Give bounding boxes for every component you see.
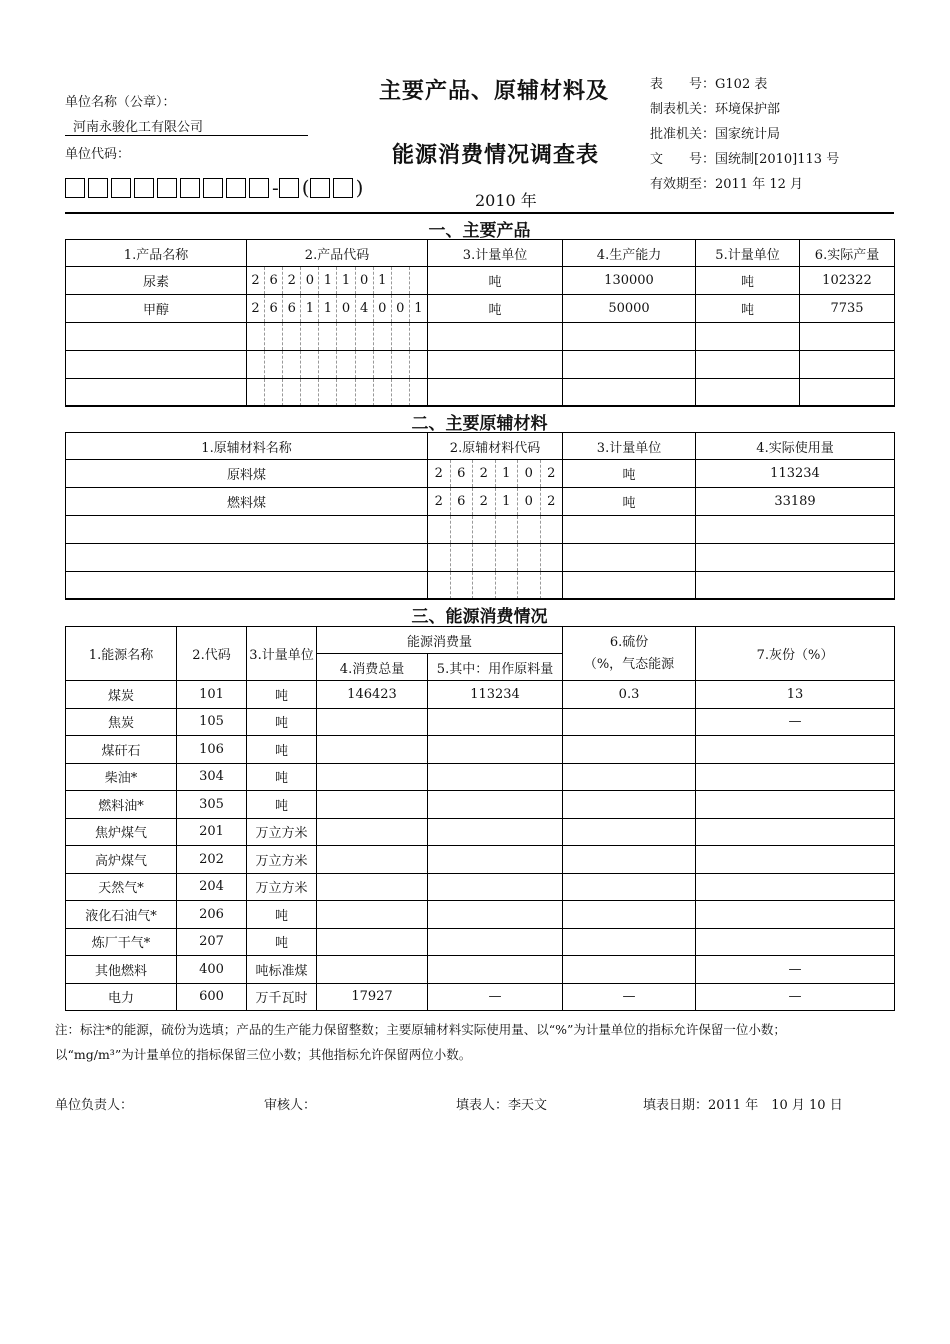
sulfur-cell: 0.3 [563,681,696,709]
table-row [66,956,895,984]
table-row [66,681,895,709]
sulfur-cell [563,846,696,874]
energy-name: 煤炭 [66,681,177,709]
energy-code: 204 [177,873,247,901]
energy-name: 燃料油* [66,791,177,819]
table-row-empty [66,544,895,572]
energy-code: 206 [177,901,247,929]
unit-cell: 吨 [247,763,317,791]
ash-cell: — [696,708,895,736]
raw-cell: 113234 [428,681,563,709]
header-cell: 1.产品名称 [66,240,247,267]
table-row [66,736,895,764]
amount-cell: 33189 [696,488,895,516]
raw-cell [428,736,563,764]
capacity-cell: 130000 [563,267,696,295]
raw-cell [428,901,563,929]
ash-cell [696,846,895,874]
raw-cell [428,763,563,791]
energy-name: 高炉煤气 [66,846,177,874]
header-cell: 5.计量单位 [696,240,800,267]
code-digit: 1 [319,267,337,294]
unit-cell: 吨 [247,708,317,736]
section1-title: 一、主要产品 [428,221,531,241]
code-digit: 0 [356,267,374,294]
unit-cell: 万立方米 [247,873,317,901]
code-digit: 6 [451,460,474,487]
unit-cell: 吨 [563,488,696,516]
unit-cell: 吨标准煤 [247,956,317,984]
note-line2: 以“mg/m³”为计量单位的指标保留三位小数；其他指标允许保留两位小数。 [55,1047,472,1062]
note-line1: 注：标注*的能源，硫份为选填；产品的生产能力保留整数；主要原辅材料实际使用量、以“%”为计量单位的指标允许保留一位小数； [55,1022,786,1037]
code-box [203,178,223,198]
table-row-empty [66,323,895,351]
energy-name: 电力 [66,983,177,1011]
raw-cell [428,873,563,901]
total-cell [317,846,428,874]
table-header-row [66,240,895,267]
unit-cell: 吨 [247,791,317,819]
header-cell: 2.原辅材料代码 [428,433,563,460]
energy-name: 天然气* [66,873,177,901]
energy-code: 106 [177,736,247,764]
code-box [226,178,246,198]
meta-value: 2011 年 12 月 [715,177,804,192]
materials-table [65,432,895,600]
raw-cell [428,956,563,984]
filler-label: 填表人：李天文 [456,1098,548,1113]
code-digit: 1 [496,460,519,487]
code-digit: 2 [473,488,496,515]
sulfur-cell [563,928,696,956]
meta-row [650,97,839,122]
code-digit [392,267,410,294]
header-cell: 1.能源名称 [66,627,177,681]
table-row [66,708,895,736]
table-row [66,846,895,874]
products-table [65,239,895,407]
energy-code: 305 [177,791,247,819]
capacity-cell: 50000 [563,295,696,323]
product-code [247,295,428,323]
header-cell: 3.计量单位 [428,240,563,267]
ash-cell: — [696,956,895,984]
sulfur-header-line1: 6.硫份 [609,634,649,650]
header-cell: 3.计量单位 [563,433,696,460]
energy-code: 105 [177,708,247,736]
sulfur-cell [563,873,696,901]
meta-row [650,122,839,147]
material-code [428,488,563,516]
meta-label: 文 号： [650,152,716,167]
amount-cell: 113234 [696,460,895,488]
total-cell [317,791,428,819]
ash-cell: — [696,983,895,1011]
code-digit [410,267,427,294]
code-digit: 1 [337,267,355,294]
ash-cell [696,736,895,764]
table-header-row [66,627,895,654]
code-digit: 2 [428,488,451,515]
code-box [65,178,85,198]
code-digit: 2 [473,460,496,487]
raw-cell [428,846,563,874]
total-cell: 146423 [317,681,428,709]
header-cell: 4.生产能力 [563,240,696,267]
unit-cell: 万立方米 [247,846,317,874]
header-cell: 2.代码 [177,627,247,681]
meta-label: 有效期至： [650,177,716,192]
code-box [279,178,299,198]
material-code [428,460,563,488]
raw-cell [428,708,563,736]
meta-value: 国统制[2010]113 号 [715,152,840,167]
unit-name-value: 河南永骏化工有限公司 [65,116,308,136]
section-divider [65,212,894,214]
product-code [247,267,428,295]
sulfur-cell: — [563,983,696,1011]
total-cell [317,901,428,929]
unit-code-boxes [65,174,363,200]
total-cell [317,956,428,984]
energy-name: 炼厂干气* [66,928,177,956]
code-digit: 1 [301,295,319,322]
unit-cell: 吨 [428,267,563,295]
unit-cell: 吨 [696,267,800,295]
energy-code: 207 [177,928,247,956]
raw-cell [428,928,563,956]
code-digit: 1 [496,488,519,515]
code-box [333,178,353,198]
table-row [66,460,895,488]
meta-row [650,72,839,97]
section3-title: 三、能源消费情况 [411,607,548,627]
unit-cell: 吨 [428,295,563,323]
ash-cell [696,928,895,956]
unit-cell: 吨 [563,460,696,488]
code-box [88,178,108,198]
code-digit: 6 [265,267,283,294]
raw-cell [428,818,563,846]
code-digit: 2 [547,466,556,481]
table-row [66,488,895,516]
ash-cell [696,901,895,929]
table-row [66,791,895,819]
section-divider [65,598,894,600]
unit-cell: 吨 [247,901,317,929]
energy-code: 400 [177,956,247,984]
code-digit: 0 [518,488,541,515]
ash-cell: 13 [696,681,895,709]
code-digit: 0 [518,460,541,487]
code-box [180,178,200,198]
code-digit: 2 [247,267,265,294]
table-row [66,295,895,323]
product-name: 尿素 [66,267,247,295]
table-row [66,928,895,956]
code-digit: 1 [414,301,423,316]
header-cell: 7.灰份（%） [696,627,895,681]
total-cell [317,763,428,791]
code-box [134,178,154,198]
unit-code-label: 单位代码： [65,147,131,162]
sulfur-cell [563,818,696,846]
code-dash: - [272,175,279,200]
energy-body [66,681,895,1011]
material-name: 燃料煤 [66,488,428,516]
page-title-line1: 主要产品、原辅材料及 [379,79,610,104]
energy-name: 煤矸石 [66,736,177,764]
total-cell [317,873,428,901]
code-digit: 2 [547,494,556,509]
sulfur-header-line2: （%，气态能源 [583,656,675,672]
unit-name-label: 单位名称（公章）： [65,95,176,110]
sulfur-cell [563,763,696,791]
energy-code: 101 [177,681,247,709]
ash-cell [696,818,895,846]
code-digit: 2 [283,267,301,294]
unit-cell: 万立方米 [247,818,317,846]
header-cell: 4.消费总量 [317,654,428,681]
code-digit: 0 [374,295,392,322]
meta-label: 批准机关： [650,127,716,142]
raw-cell [428,791,563,819]
sulfur-cell [563,901,696,929]
energy-code: 304 [177,763,247,791]
meta-label: 表 号： [650,77,716,92]
energy-table [65,626,895,1011]
meta-row [650,172,839,197]
report-year: 2010 年 [475,191,537,210]
energy-name: 柴油* [66,763,177,791]
material-name: 原料煤 [66,460,428,488]
header-cell: 1.原辅材料名称 [66,433,428,460]
code-digit: 0 [301,267,319,294]
header-cell: 5.其中：用作原料量 [428,654,563,681]
table-header-row [66,433,895,460]
code-digit: 1 [319,295,337,322]
unit-cell: 吨 [696,295,800,323]
table-row [66,983,895,1011]
sulfur-cell [563,736,696,764]
fill-date: 填表日期：2011 年 10 月 10 日 [643,1098,843,1113]
energy-code: 201 [177,818,247,846]
energy-name: 液化石油气* [66,901,177,929]
header-cell: 能源消费量 [317,627,563,654]
header-cell: 3.计量单位 [247,627,317,681]
unit-cell: 万千瓦时 [247,983,317,1011]
meta-row [650,147,839,172]
product-name: 甲醇 [66,295,247,323]
code-digit: 6 [283,295,301,322]
energy-code: 600 [177,983,247,1011]
code-digit: 6 [451,488,474,515]
ash-cell [696,873,895,901]
section-divider [65,405,894,407]
code-box [310,178,330,198]
total-cell: 17927 [317,983,428,1011]
total-cell [317,736,428,764]
code-digit: 1 [374,267,392,294]
table-row [66,267,895,295]
energy-code: 202 [177,846,247,874]
table-row-empty [66,516,895,544]
energy-name: 其他燃料 [66,956,177,984]
meta-value: 国家统计局 [715,127,781,142]
total-cell [317,708,428,736]
code-digit: 2 [247,295,265,322]
sulfur-cell [563,708,696,736]
code-digit: 2 [428,460,451,487]
section2-title: 二、主要原辅材料 [411,414,548,434]
table-row [66,818,895,846]
code-box [157,178,177,198]
header-cell: 6.实际产量 [800,240,895,267]
code-digit: 0 [337,295,355,322]
code-box [249,178,269,198]
total-cell [317,818,428,846]
header-cell-sulfur [563,627,696,681]
total-cell [317,928,428,956]
form-meta [650,72,839,197]
raw-cell: — [428,983,563,1011]
table-row [66,873,895,901]
unit-cell: 吨 [247,681,317,709]
reviewer-label: 审核人： [264,1098,317,1113]
energy-name: 焦炉煤气 [66,818,177,846]
code-digit: 6 [265,295,283,322]
responsible-label: 单位负责人： [55,1098,134,1113]
unit-cell: 吨 [247,928,317,956]
energy-name: 焦炭 [66,708,177,736]
page-title-line2: 能源消费情况调查表 [392,143,600,168]
code-digit: 0 [392,295,410,322]
meta-value: G102 表 [715,77,768,92]
sulfur-cell [563,791,696,819]
table-row-empty [66,379,895,407]
meta-value: 环境保护部 [715,102,781,117]
code-box [111,178,131,198]
code-paren-open: ( [301,175,310,200]
sulfur-cell [563,956,696,984]
ash-cell [696,791,895,819]
output-cell: 7735 [800,295,895,323]
table-row-empty [66,351,895,379]
table-row [66,901,895,929]
unit-cell: 吨 [247,736,317,764]
ash-cell [696,763,895,791]
table-row-empty [66,572,895,600]
output-cell: 102322 [800,267,895,295]
header-cell: 2.产品代码 [247,240,428,267]
header-cell: 4.实际使用量 [696,433,895,460]
meta-label: 制表机关： [650,102,716,117]
code-paren-close: ) [355,175,364,200]
code-digit: 4 [356,295,374,322]
table-row [66,763,895,791]
